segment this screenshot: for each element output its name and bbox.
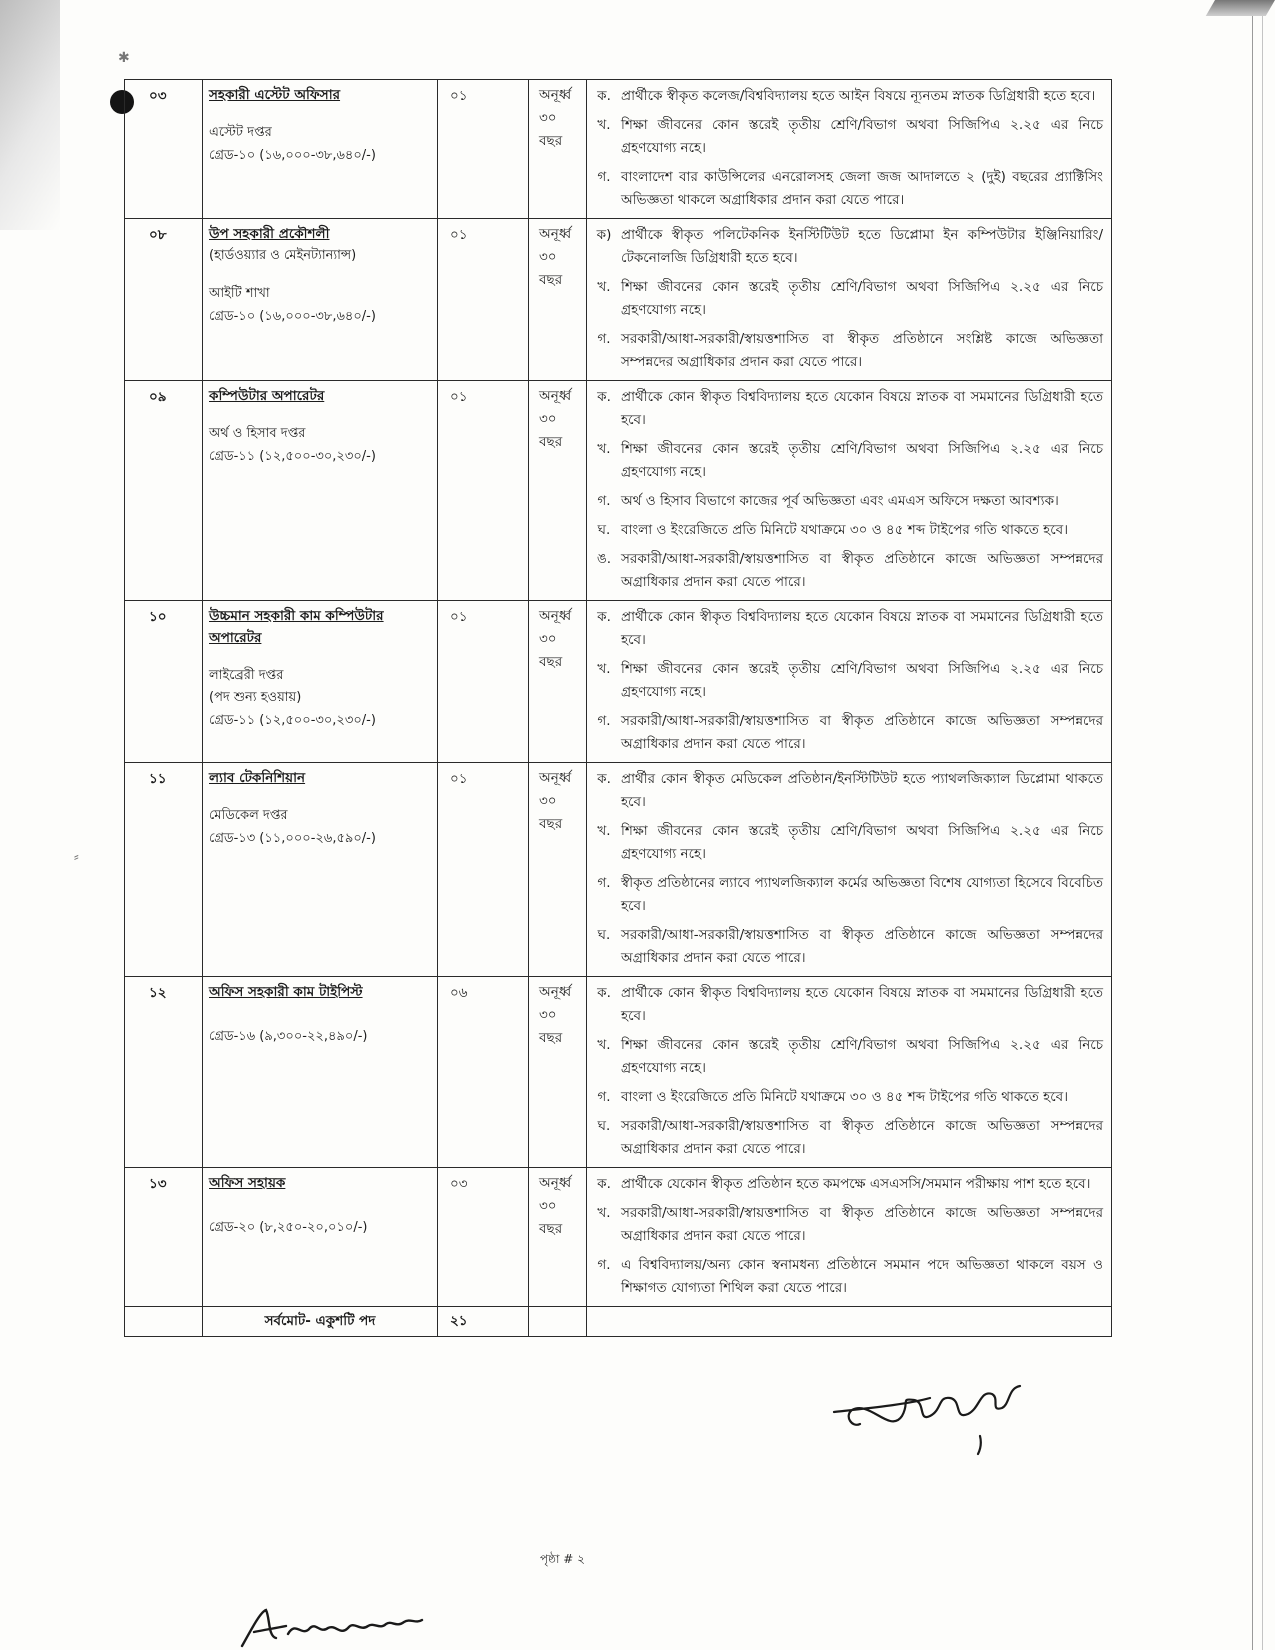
qualification-item: ক. প্রার্থীকে কোন স্বীকৃত বিশ্ববিদ্যালয় হতে যেকোন বিষয়ে স্নাতক বা সমমানের ডিগ্রিধারী হতে হবে। xyxy=(597,985,1103,1024)
serial-cell: ০৯ xyxy=(125,381,203,601)
count-cell: ০১ xyxy=(438,219,529,381)
scan-shadow xyxy=(0,0,60,230)
page-edge-line xyxy=(1252,0,1253,1650)
count-cell: ০১ xyxy=(438,763,529,977)
qualification-item: ক. প্রার্থীকে কোন স্বীকৃত বিশ্ববিদ্যালয় হতে যেকোন বিষয়ে স্নাতক বা সমমানের ডিগ্রিধারী হতে হবে। xyxy=(597,389,1103,428)
post-title: সহকারী এস্টেট অফিসার xyxy=(209,87,341,103)
post-subtitle: (হার্ডওয়্যার ও মেইনট্যান্যান্স) xyxy=(209,248,357,263)
qualification-item: ক. প্রার্থীকে স্বীকৃত কলেজ/বিশ্ববিদ্যালয় হতে আইন বিষয়ে ন্যূনতম স্নাতক ডিগ্রিধারী হতে হবে। xyxy=(597,88,1096,104)
total-count-cell: ২১ xyxy=(438,1307,529,1337)
scan-speck: ✱ xyxy=(118,50,130,66)
count-cell: ০৩ xyxy=(438,1168,529,1307)
qualification-item: ঘ. বাংলা ও ইংরেজিতে প্রতি মিনিটে যথাক্রমে ৩০ ও ৪৫ শব্দ টাইপের গতি থাকতে হবে। xyxy=(597,522,1069,538)
total-blank-cell xyxy=(587,1307,1112,1337)
count-cell: ০১ xyxy=(438,381,529,601)
table-row xyxy=(125,601,1112,763)
post-title: উপ সহকারী প্রকৌশলী xyxy=(209,226,330,242)
qualification-item: খ. শিক্ষা জীবনের কোন স্তরেই তৃতীয় শ্রেণি/বিভাগ অথবা সিজিপিএ ২.২৫ এর নিচে গ্রহণযোগ্য নহে। xyxy=(597,823,1103,862)
qualification-item: গ. অর্থ ও হিসাব বিভাগে কাজের পূর্ব অভিজ্ঞতা এবং এমএস অফিসে দক্ষতা আবশ্যক। xyxy=(597,493,1059,509)
post-cell xyxy=(203,381,438,601)
initials-mark xyxy=(236,1598,426,1650)
signature xyxy=(830,1358,1040,1458)
scan-speck: ⸗ xyxy=(74,849,79,865)
qualification-cell xyxy=(587,1168,1112,1307)
qualification-item: ঙ. সরকারী/আধা-সরকারী/স্বায়ত্তশাসিত বা স্বীকৃত প্রতিষ্ঠানে কাজে অভিজ্ঞতা সম্পন্নদের অগ্রাধিকার প্রদান করা যেতে পারে। xyxy=(596,551,1103,590)
serial-cell: ০৮ xyxy=(125,219,203,381)
scan-corner-mark xyxy=(1206,0,1275,16)
age-cell: অনূর্ধ্ব ৩০ বছর xyxy=(529,977,587,1168)
qualification-item: গ. সরকারী/আধা-সরকারী/স্বায়ত্তশাসিত বা স্বীকৃত প্রতিষ্ঠানে সংশ্লিষ্ট কাজে অভিজ্ঞতা সম্পন্নদের অগ্রাধিকার প্রদান করা যেতে পারে। xyxy=(597,331,1103,370)
post-cell xyxy=(203,601,438,763)
total-label-cell: সর্বমোট- একুশটি পদ xyxy=(203,1307,438,1337)
age-cell: অনূর্ধ্ব ৩০ বছর xyxy=(529,80,587,219)
total-blank-cell xyxy=(125,1307,203,1337)
age-cell: অনূর্ধ্ব ৩০ বছর xyxy=(529,1168,587,1307)
qualification-cell xyxy=(587,601,1112,763)
post-office: অর্থ ও হিসাব দপ্তর xyxy=(209,426,306,441)
serial-cell: ১১ xyxy=(125,763,203,977)
count-cell: ০১ xyxy=(438,80,529,219)
qualification-item: ক. প্রার্থীকে কোন স্বীকৃত বিশ্ববিদ্যালয় হতে যেকোন বিষয়ে স্নাতক বা সমমানের ডিগ্রিধারী হতে হবে। xyxy=(597,609,1103,648)
qualification-item: খ. শিক্ষা জীবনের কোন স্তরেই তৃতীয় শ্রেণি/বিভাগ অথবা সিজিপিএ ২.২৫ এর নিচে গ্রহণযোগ্য নহে। xyxy=(597,661,1103,700)
post-office: আইটি শাখা xyxy=(209,286,270,301)
qualification-item: গ. এ বিশ্ববিদ্যালয়/অন্য কোন স্বনামধন্য প্রতিষ্ঠানে সমমান পদে অভিজ্ঞতা থাকলে বয়স ও শিক্ষাগত যোগ্যতা শিথিল করা যেতে পারে। xyxy=(597,1257,1103,1296)
qualification-item: খ. শিক্ষা জীবনের কোন স্তরেই তৃতীয় শ্রেণি/বিভাগ অথবা সিজিপিএ ২.২৫ এর নিচে গ্রহণযোগ্য নহে। xyxy=(597,1037,1103,1076)
qualification-cell xyxy=(587,763,1112,977)
post-cell xyxy=(203,763,438,977)
qualification-item: ক) প্রার্থীকে স্বীকৃত পলিটেকনিক ইনস্টিটিউট হতে ডিপ্লোমা ইন কম্পিউটার ইঞ্জিনিয়ারিং/টেকনোলজি ডিগ্রিধারী হতে হবে। xyxy=(596,227,1103,266)
table-row xyxy=(125,219,1112,381)
post-title: উচ্চমান সহকারী কাম কম্পিউটার অপারেটর xyxy=(209,608,384,646)
post-grade: গ্রেড-১০ (১৬,০০০-৩৮,৬৪০/-) xyxy=(209,148,376,163)
qualification-item: খ. শিক্ষা জীবনের কোন স্তরেই তৃতীয় শ্রেণি/বিভাগ অথবা সিজিপিএ ২.২৫ এর নিচে গ্রহণযোগ্য নহে। xyxy=(597,441,1103,480)
qualification-cell xyxy=(587,219,1112,381)
qualification-item: খ. শিক্ষা জীবনের কোন স্তরেই তৃতীয় শ্রেণি/বিভাগ অথবা সিজিপিএ ২.২৫ এর নিচে গ্রহণযোগ্য নহে। xyxy=(597,117,1103,156)
post-cell xyxy=(203,1168,438,1307)
table-row xyxy=(125,1168,1112,1307)
post-cell xyxy=(203,80,438,219)
table-row xyxy=(125,381,1112,601)
post-grade: গ্রেড-১১ (১২,৫০০-৩০,২৩০/-) xyxy=(209,713,376,728)
post-title: কম্পিউটার অপারেটর xyxy=(209,388,325,404)
post-office: মেডিকেল দপ্তর xyxy=(209,808,288,823)
qualification-item: গ. সরকারী/আধা-সরকারী/স্বায়ত্তশাসিত বা স্বীকৃত প্রতিষ্ঠানে কাজে অভিজ্ঞতা সম্পন্নদের অগ্রাধিকার প্রদান করা যেতে পারে। xyxy=(597,713,1103,752)
post-grade: গ্রেড-১৩ (১১,০০০-২৬,৫৯০/-) xyxy=(209,831,376,846)
post-cell xyxy=(203,977,438,1168)
count-cell: ০১ xyxy=(438,601,529,763)
post-grade: গ্রেড-১১ (১২,৫০০-৩০,২৩০/-) xyxy=(209,449,376,464)
qualification-cell xyxy=(587,977,1112,1168)
serial-cell: ১২ xyxy=(125,977,203,1168)
post-grade: গ্রেড-১০ (১৬,০০০-৩৮,৬৪০/-) xyxy=(209,309,376,324)
qualification-item: ক. প্রার্থীর কোন স্বীকৃত মেডিকেল প্রতিষ্ঠান/ইনস্টিটিউট হতে প্যাথলজিক্যাল ডিপ্লোমা থাকতে হবে। xyxy=(597,771,1103,810)
post-grade: গ্রেড-২০ (৮,২৫০-২০,০১০/-) xyxy=(209,1220,368,1235)
age-cell: অনূর্ধ্ব ৩০ বছর xyxy=(529,219,587,381)
serial-cell: ১৩ xyxy=(125,1168,203,1307)
table-row xyxy=(125,80,1112,219)
post-office: লাইব্রেরী দপ্তর xyxy=(209,668,284,683)
age-cell: অনূর্ধ্ব ৩০ বছর xyxy=(529,763,587,977)
age-cell: অনূর্ধ্ব ৩০ বছর xyxy=(529,381,587,601)
post-note: (পদ শুন্য হওয়ায়) xyxy=(209,690,302,705)
post-title: ল্যাব টেকনিশিয়ান xyxy=(209,770,306,786)
table-row xyxy=(125,977,1112,1168)
total-blank-cell xyxy=(529,1307,587,1337)
qualification-item: খ. শিক্ষা জীবনের কোন স্তরেই তৃতীয় শ্রেণি/বিভাগ অথবা সিজিপিএ ২.২৫ এর নিচে গ্রহণযোগ্য নহে। xyxy=(597,279,1103,318)
table-row xyxy=(125,763,1112,977)
qualification-item: খ. সরকারী/আধা-সরকারী/স্বায়ত্তশাসিত বা স্বীকৃত প্রতিষ্ঠানে কাজে অভিজ্ঞতা সম্পন্নদের অগ্রাধিকার প্রদান করা যেতে পারে। xyxy=(597,1205,1103,1244)
qualification-item: গ. স্বীকৃত প্রতিষ্ঠানের ল্যাবে প্যাথলজিক্যাল কর্মের অভিজ্ঞতা বিশেষ যোগ্যতা হিসেবে বিবেচিত হবে। xyxy=(597,875,1103,914)
post-cell xyxy=(203,219,438,381)
post-office: এস্টেট দপ্তর xyxy=(209,125,272,140)
qualification-cell xyxy=(587,381,1112,601)
serial-cell: ০৩ xyxy=(125,80,203,219)
serial-cell: ১০ xyxy=(125,601,203,763)
qualification-item: গ. বাংলাদেশ বার কাউন্সিলের এনরোলসহ জেলা জজ আদালতে ২ (দুই) বছরের প্র্যাক্টিসিং অভিজ্ঞতা থাকলে অগ্রাধিকার প্রদান করা যেতে পারে। xyxy=(597,169,1103,208)
post-grade: গ্রেড-১৬ (৯,৩০০-২২,৪৯০/-) xyxy=(209,1029,368,1044)
qualification-item: ঘ. সরকারী/আধা-সরকারী/স্বায়ত্তশাসিত বা স্বীকৃত প্রতিষ্ঠানে কাজে অভিজ্ঞতা সম্পন্নদের অগ্রাধিকার প্রদান করা যেতে পারে। xyxy=(597,1118,1103,1157)
post-title: অফিস সহায়ক xyxy=(209,1175,286,1191)
qualification-item: গ. বাংলা ও ইংরেজিতে প্রতি মিনিটে যথাক্রমে ৩০ ও ৪৫ শব্দ টাইপের গতি থাকতে হবে। xyxy=(597,1089,1069,1105)
age-cell: অনূর্ধ্ব ৩০ বছর xyxy=(529,601,587,763)
count-cell: ০৬ xyxy=(438,977,529,1168)
page-number: পৃষ্ঠা # ২ xyxy=(540,1552,585,1566)
post-title: অফিস সহকারী কাম টাইপিস্ট xyxy=(209,984,363,1000)
jobs-table xyxy=(124,79,1112,1337)
qualification-item: ঘ. সরকারী/আধা-সরকারী/স্বায়ত্তশাসিত বা স্বীকৃত প্রতিষ্ঠানে কাজে অভিজ্ঞতা সম্পন্নদের অগ্রাধিকার প্রদান করা যেতে পারে। xyxy=(597,927,1103,966)
page-edge-line xyxy=(1262,0,1263,1650)
qualification-cell xyxy=(587,80,1112,219)
qualification-item: ক. প্রার্থীকে যেকোন স্বীকৃত প্রতিষ্ঠান হতে কমপক্ষে এসএসসি/সমমান পরীক্ষায় পাশ হতে হবে। xyxy=(597,1176,1091,1192)
total-row xyxy=(125,1307,1112,1337)
